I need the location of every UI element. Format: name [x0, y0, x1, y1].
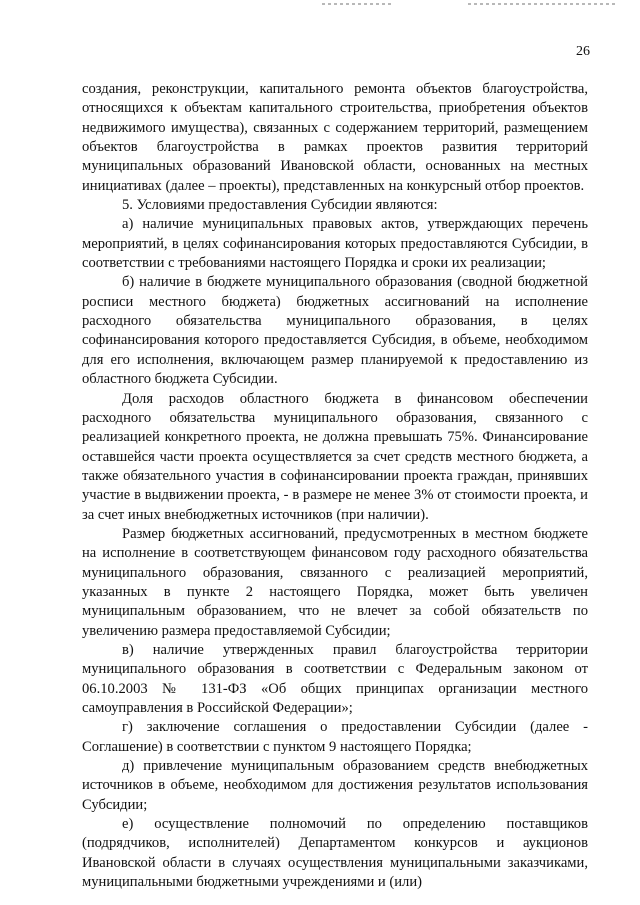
paragraph-clause-5: 5. Условиями предоставления Субсидии являются:: [122, 197, 438, 214]
paragraph-item-d: д) привлечение муниципальным образованием средств внебюджетных источников в объеме, необходимом для достижения результатов использования Субсидии;: [82, 758, 588, 813]
paragraph-item-b: б) наличие в бюджете муниципального образования (сводной бюджетной росписи местного бюджета) бюджетных ассигнований на исполнение расходного обязательства муниципального образования, в целях софинансирования которого предоставляется Субсидия, в объеме, необходимом для его исполнения, включающем размер планируемой к предоставлению из областного бюджета Субсидии.: [82, 274, 588, 388]
paragraph-item-v: в) наличие утвержденных правил благоустройства территории муниципального образования в соответствии с Федеральным законом от 06.10.2003 № 131-ФЗ «Об общих принципах организации местного самоуправления в Российской Федерации»;: [82, 641, 588, 716]
paragraph-continuation: создания, реконструкции, капитального ремонта объектов благоустройства, относящихся к объектам капитального строительства, приобретения объектов недвижимого имущества), связанных с содержанием территорий, размещением объектов благоустройства в рамках проектов развития территорий муниципальных образований Ивановской области, основанных на местных инициативах (далее – проекты), представленных на конкурсный отбор проектов.: [82, 81, 588, 194]
paragraph-allocation-size: Размер бюджетных ассигнований, предусмотренных в местном бюджете на исполнение в соответствующем финансовом году расходного обязательства муниципального образования, связанного с реализацией мероприятий, указанных в пункте 2 настоящего Порядка, может быть увеличен муниципальным образованием, что не влечет за собой обязательств по увеличению размера предоставляемой Субсидии;: [82, 525, 588, 639]
document-body: [82, 80, 588, 892]
paragraph-item-a: а) наличие муниципальных правовых актов, утверждающих перечень мероприятий, в целях софинансирования которых предоставляются Субсидии, в соответствии с требованиями настоящего Порядка и сроки их реализации;: [82, 216, 588, 272]
scan-artifact: [468, 3, 618, 5]
paragraph-budget-share: Доля расходов областного бюджета в финансовом обеспечении расходного обязательства муниципального образования, связанного с реализацией конкретного проекта, не должна превышать 75%. Финансирование оставшейся части проекта осуществляется за счет средств местного бюджета, а также обязательного участия в софинансировании проекта граждан, принявших участие в выдвижении проекта, - в размере не менее 3% от стоимости проекта, и за счет иных внебюджетных источников (при наличии).: [82, 390, 588, 523]
scan-artifact: [322, 3, 394, 5]
paragraph-item-e: е) осуществление полномочий по определению поставщиков (подрядчиков, исполнителей) Департаментом конкурсов и аукционов Ивановской области в случаях осуществления муниципальными заказчиками, муниципальными бюджетными учреждениями и (или): [82, 816, 588, 891]
paragraph-item-g: г) заключение соглашения о предоставлении Субсидии (далее - Соглашение) в соответствии с пунктом 9 настоящего Порядка;: [82, 719, 588, 755]
page-number: 26: [576, 44, 590, 59]
